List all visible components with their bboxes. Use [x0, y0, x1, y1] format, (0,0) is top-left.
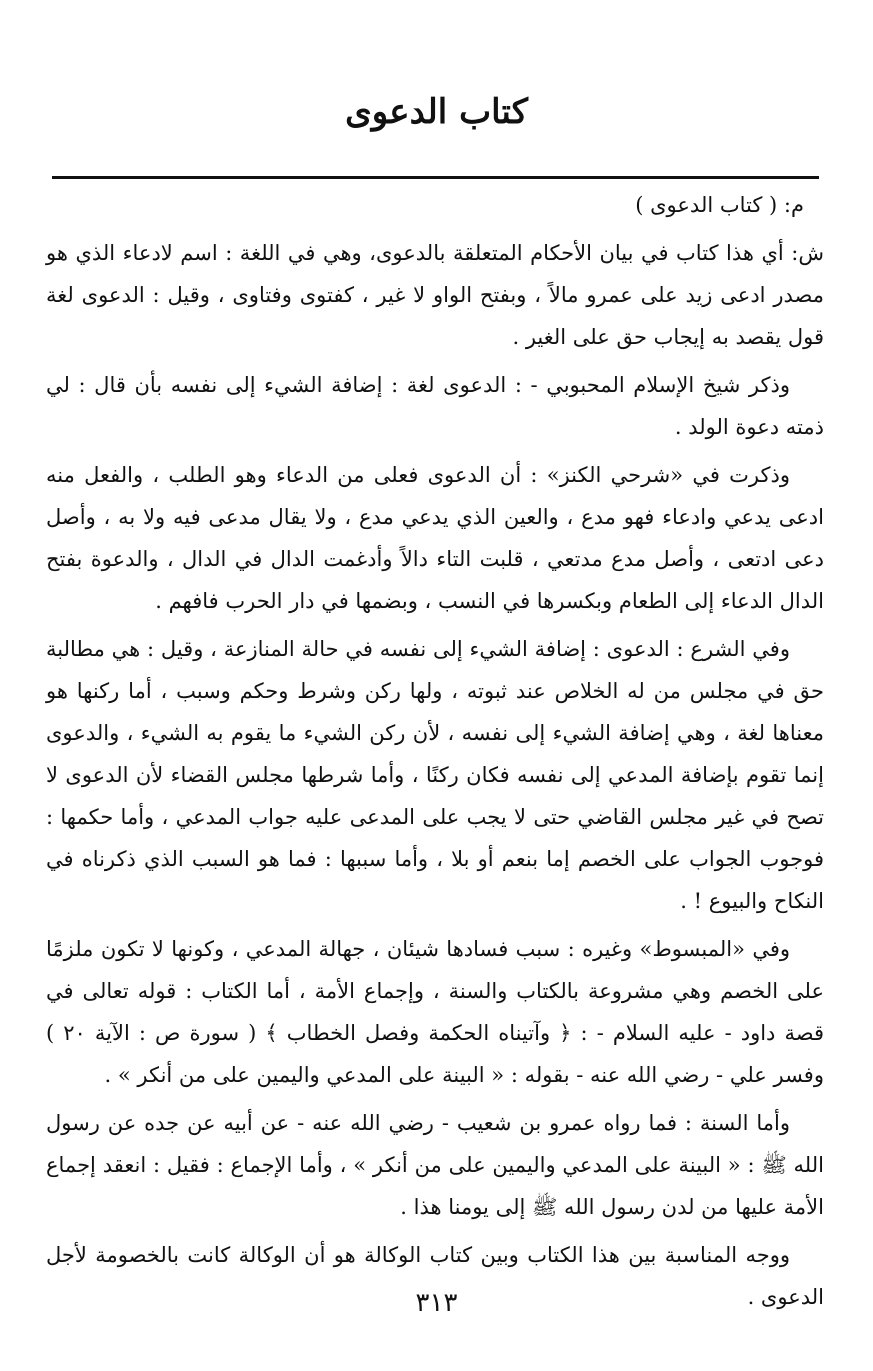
title-divider — [52, 176, 819, 179]
paragraph: ووجه المناسبة بين هذا الكتاب وبين كتاب الوكالة هو أن الوكالة كانت بالخصومة لأجل الدعوى . — [46, 1243, 824, 1309]
paragraph: وأما السنة : فما رواه عمرو بن شعيب - رضي الله عنه - عن أبيه عن جده عن رسول الله ﷺ : « البينة على المدعي واليمين على من أنكر » ، وأما الإجماع : فقيل : انعقد إجماع الأمة عليها من لدن رسول الله ﷺ إلى يومنا هذا . — [46, 1111, 824, 1219]
page-body — [46, 184, 824, 1324]
chapter-title: كتاب الدعوى — [345, 92, 528, 132]
paragraph: وفي الشرع : الدعوى : إضافة الشيء إلى نفسه في حالة المنازعة ، وقيل : هي مطالبة حق في مجلس من له الخلاص عند ثبوته ، ولها ركن وشرط وحكم وسبب ، أما ركنها هو معناها لغة ، وهي إضافة الشيء إلى نفسه ، لأن ركن الشيء ما يقوم به الشيء ، والدعوى إنما تقوم بإضافة المدعي إلى نفسه فكان ركنًا ، وأما شرطها مجلس القضاء لأن الدعوى لا تصح في غير مجلس القاضي حتى لا يجب على المدعى عليه جواب المدعي ، وأما حكمها : فوجوب الجواب على الخصم إما بنعم أو بلا ، وأما سببها : فما هو السبب الذي ذكرناه في النكاح والبيوع ! . — [46, 637, 824, 913]
paragraph: وذكر شيخ الإسلام المحبوبي - : الدعوى لغة : إضافة الشيء إلى نفسه بأن قال : لي ذمته دعوة الولد . — [46, 373, 824, 439]
paragraph: وذكرت في «شرحي الكنز» : أن الدعوى فعلى من الدعاء وهو الطلب ، والفعل منه ادعى يدعي وادعاء فهو مدع ، والعين الذي يدعي مدع ، ولا يقال مدعى فيه ولا به ، وأصل دعى ادتعى ، وأصل مدع مدتعي ، قلبت التاء دالاً وأدغمت الدال في الدال ، والدعوة بفتح الدال الدعاء إلى الطعام وبكسرها في النسب ، وبضمها في دار الحرب فافهم . — [46, 463, 824, 613]
page-number: ٣١٣ — [415, 1288, 458, 1318]
paragraph: ش: أي هذا كتاب في بيان الأحكام المتعلقة بالدعوى، وهي في اللغة : اسم لادعاء الذي هو مصدر ادعى زيد على عمرو مالاً ، وبفتح الواو لا غير ، كفتوى وفتاوى ، وقيل : الدعوى لغة قول يقصد به إيجاب حق على الغير . — [46, 241, 824, 349]
matn-prefix: م: — [783, 193, 804, 217]
matn-heading — [46, 184, 824, 226]
matn-text: ( كتاب الدعوى ) — [635, 193, 778, 217]
paragraph: وفي «المبسوط» وغيره : سبب فسادها شيئان ، جهالة المدعي ، وكونها لا تكون ملزمًا على الخصم وهي مشروعة بالكتاب والسنة ، وإجماع الأمة ، أما الكتاب : قوله تعالى في قصة داود - عليه السلام - : ﴿ وآتيناه الحكمة وفصل الخطاب ﴾ ( سورة ص : الآية ٢٠ ) وفسر علي - رضي الله عنه - بقوله : « البينة على المدعي واليمين على من أنكر » . — [46, 937, 824, 1087]
